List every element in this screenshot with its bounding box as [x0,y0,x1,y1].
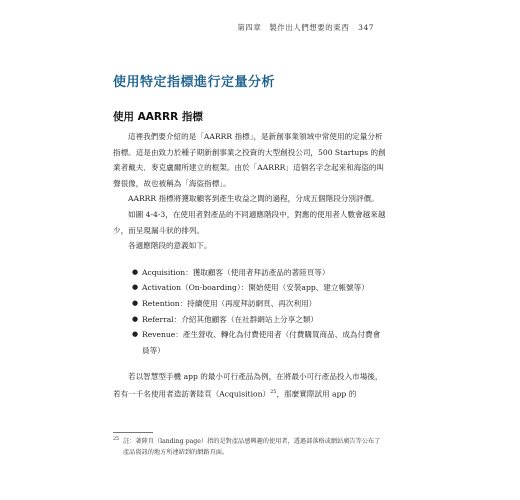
list-item: ● Revenue：產生營收、轉化為付費使用者（付費購買商品、成為付費會員等） [132,327,386,358]
bullet-icon: ● [132,314,139,323]
chapter-title: 第四章 製作出人們想要的東西 [237,23,350,32]
bullet-icon: ● [132,298,139,307]
paragraph-funnel: 如圖 4-4-3，在使用者對產品的不同適應階段中，對應的使用者人數會越來越少，而呈現漏斗狀的排列。 [113,209,386,235]
list-item: ● Retention：持續使用（再度拜訪網頁、再次利用） [132,296,386,312]
paragraph-stage-meaning: 各適應階段的意義如下。 [128,241,212,251]
list-item: ● Activation（On-boarding）：開始使用（安裝app、建立帳號等） [132,280,386,296]
body-text [113,129,386,402]
paragraph-aarrr-intro: 這裡我們要介紹的是「AARRR 指標」，是新創事業領域中常使用的定量分析指標。這是由致力於種子期新創事業之投資的大型創投公司，500 Startups 的創業者戴夫．麥克盧爾所建立的框架。由於「AARRR」這個名字念起來和海盜的叫聲很像，故也被稱為「海盜指標」。 [113,132,386,188]
footnote-mark: 25 [113,437,120,442]
footnote-reference: 25 [270,388,277,395]
section-title: 使用特定指標進行定量分析 [113,75,276,90]
aarrr-stage-list [113,265,386,359]
paragraph-app-example: 若以智慧型手機 app 的最小可行產品為例，在將最小可行產品投入市場後，若有一千名使用者造訪著陸頁（Acquisition）$^{25}$，那麼實際試用 app 的 [113,372,383,399]
list-item: ● Referral：介紹其他顧客（在社群網站上分享之類） [132,312,386,328]
footnote-divider [113,432,153,433]
list-item: ● Acquisition：獲取顧客（使用者拜訪產品的著陸頁等） [132,265,386,281]
bullet-icon: ● [132,330,139,339]
bullet-icon: ● [132,283,139,292]
footnote [113,437,386,458]
paragraph-aarrr-stages: AARRR 指標將獲取顧客到產生收益之間的過程，分成五個階段分別評價。 [128,194,379,204]
bullet-icon: ● [132,267,139,276]
running-header [237,22,374,33]
footnote-text: 註：著陸頁（landing page）指的是對產品感興趣的使用者，透過部落格或網站廣告等公布了產品資訊的地方所連結到的網路頁面。 [123,438,381,456]
page-number: 347 [358,23,374,32]
subsection-title: 使用 AARRR 指標 [113,111,203,123]
